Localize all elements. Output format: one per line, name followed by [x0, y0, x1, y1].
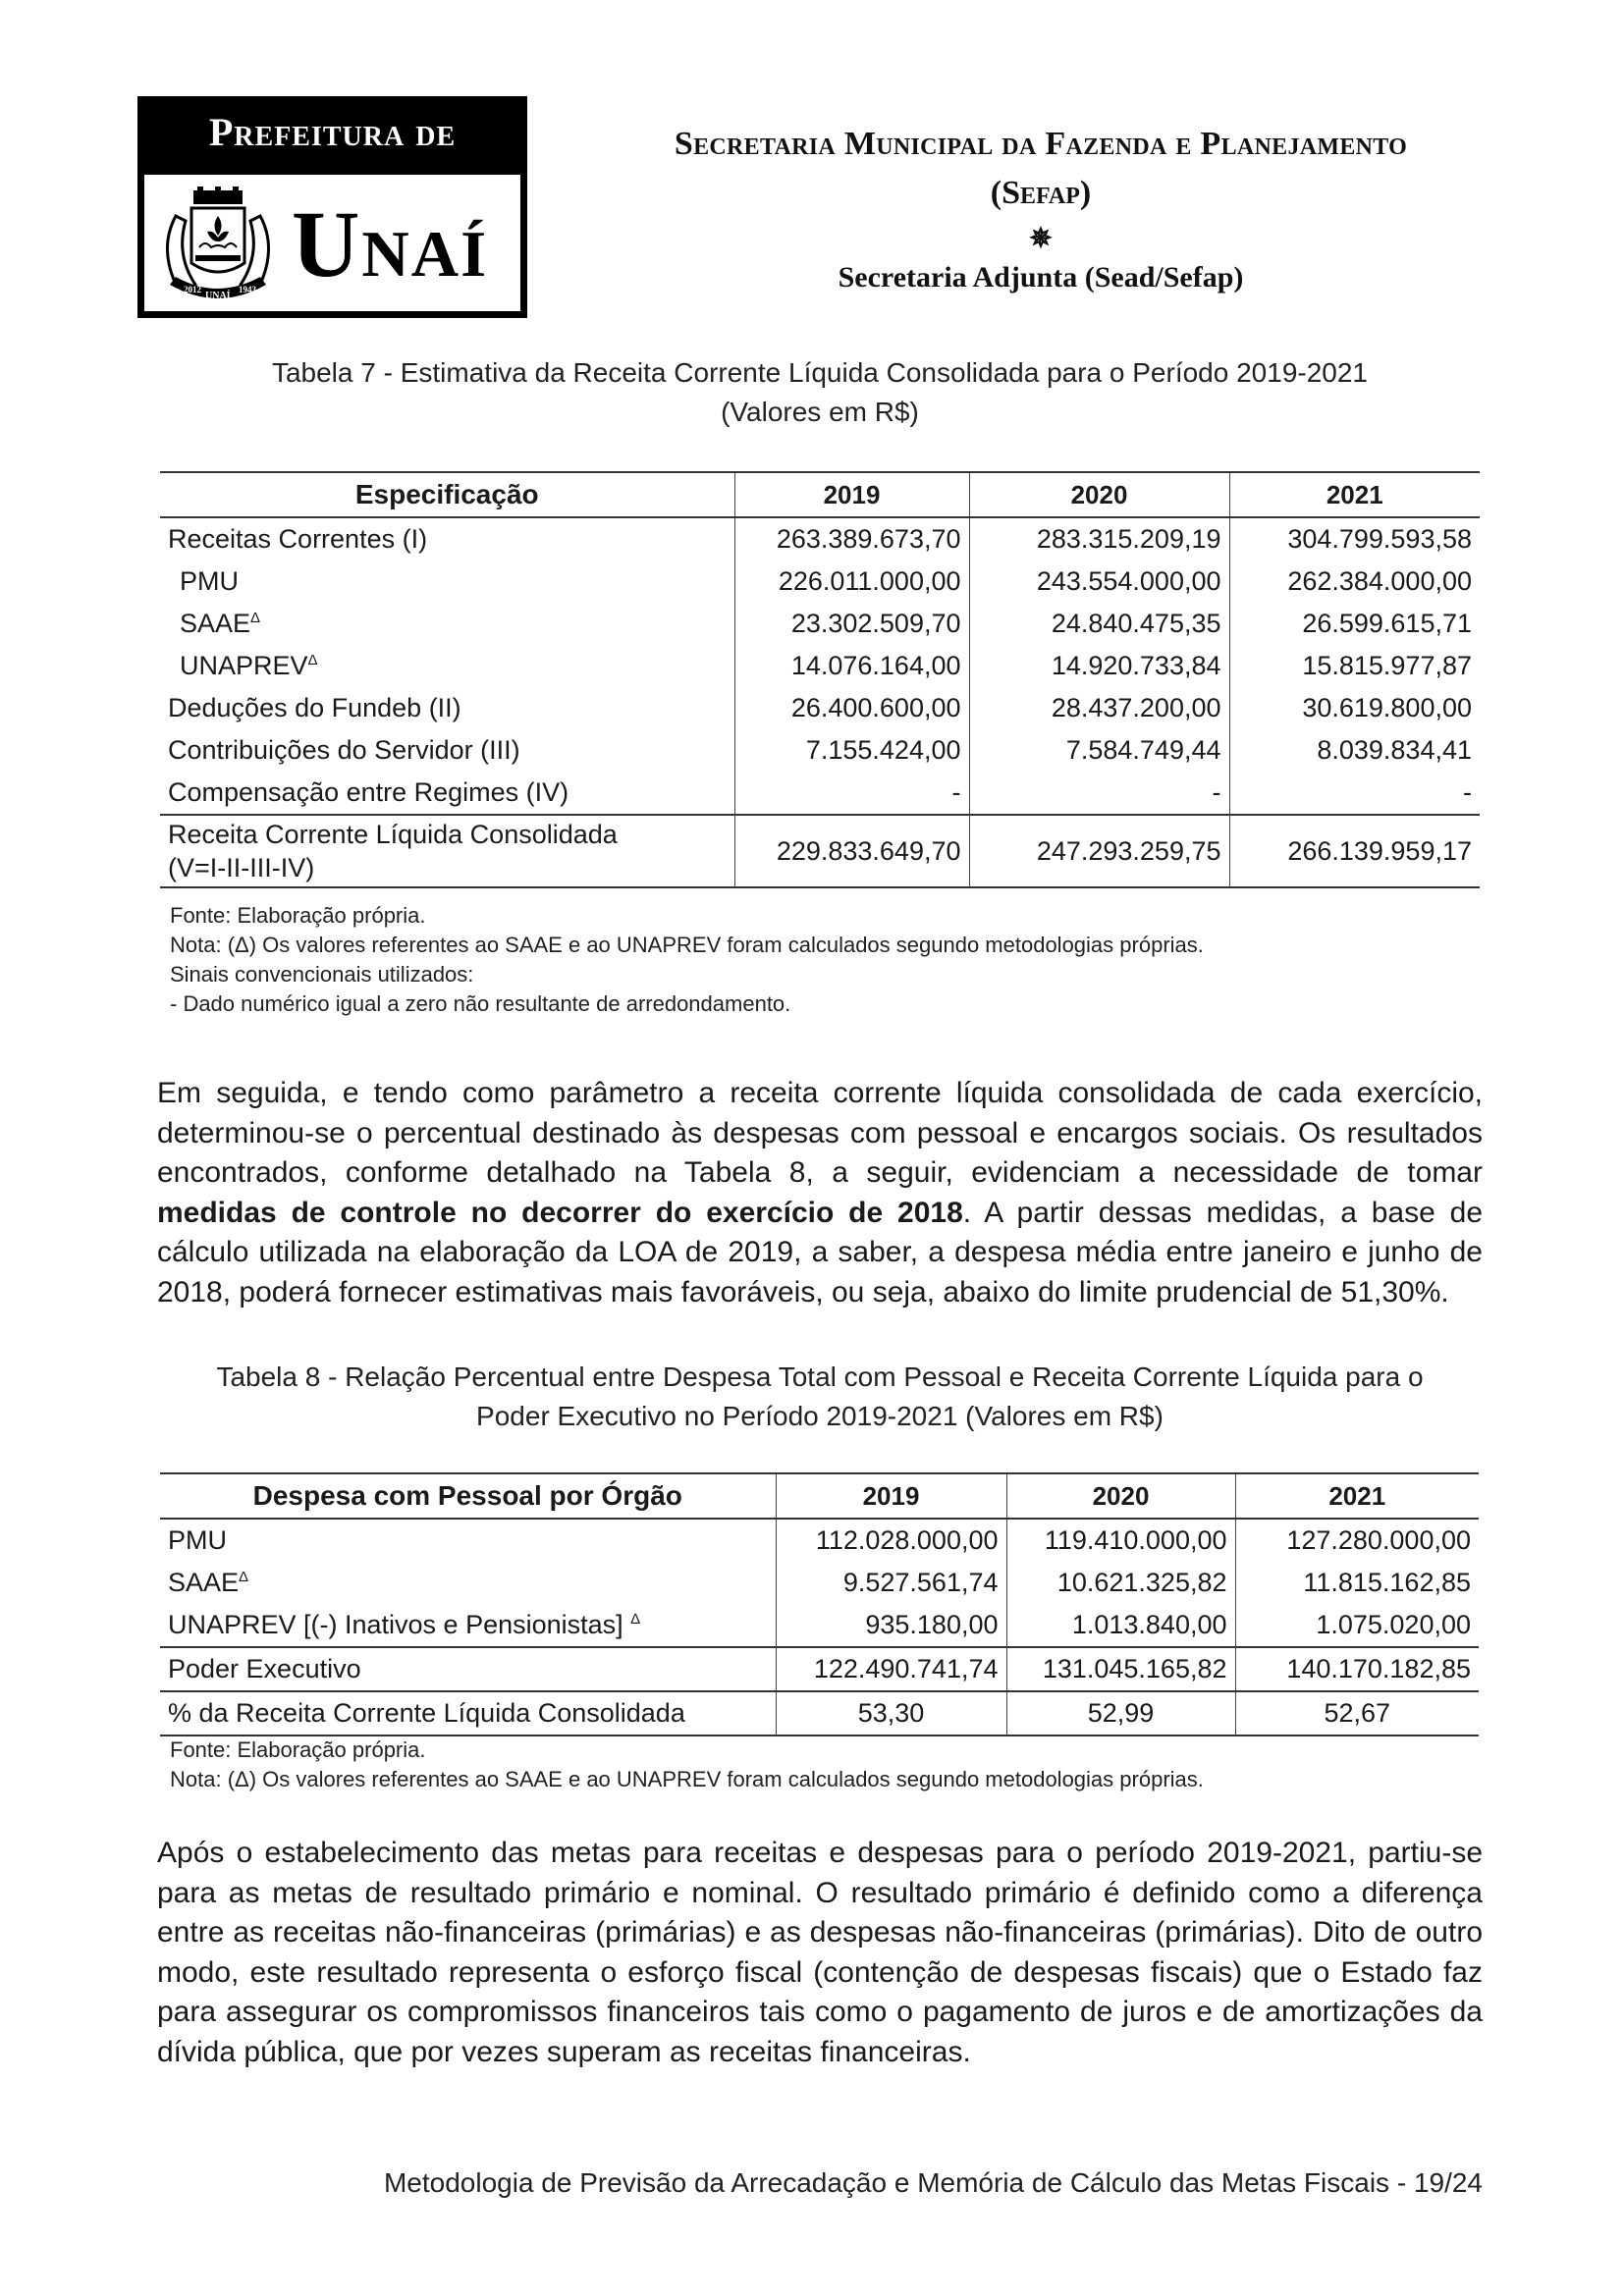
- cell-value: 226.011.000,00: [734, 561, 969, 603]
- column-header: Despesa com Pessoal por Órgão: [160, 1473, 776, 1519]
- cell-value: 140.170.182,85: [1235, 1647, 1479, 1691]
- secretaria-adjunta: Secretaria Adjunta (Sead/Sefap): [838, 261, 1244, 294]
- cell-value: -: [1229, 772, 1480, 815]
- cell-value: 11.815.162,85: [1235, 1562, 1479, 1604]
- row-label: Compensação entre Regimes (IV): [168, 777, 569, 807]
- cell-value: 119.410.000,00: [1006, 1519, 1235, 1562]
- table7-notes: [170, 901, 1204, 1019]
- row-label: PMU: [168, 1525, 227, 1555]
- cell-value: 266.139.959,17: [1229, 815, 1480, 887]
- cell-value: 52,99: [1006, 1691, 1235, 1735]
- svg-text:2012: 2012: [184, 285, 201, 294]
- table-row: [160, 1604, 1479, 1647]
- table7: [160, 471, 1480, 888]
- cell-value: 30.619.800,00: [1229, 687, 1480, 729]
- cell-value: 243.554.000,00: [969, 561, 1229, 603]
- row-label: $SAAE^\Delta$: [180, 609, 261, 638]
- cell-value: 15.815.977,87: [1229, 645, 1480, 687]
- table8-caption: Tabela 8 - Relação Percentual entre Despesa Total com Pessoal e Receita Corrente Líquida para o Poder Executivo no Período 2019-2021 (Valores em R$): [216, 1362, 1424, 1431]
- cell-value: 1.013.840,00: [1006, 1604, 1235, 1647]
- table-row: [160, 772, 1480, 815]
- logo-top-text: Prefeitura de: [208, 109, 457, 154]
- row-label: PMU: [180, 566, 239, 596]
- secretaria-acronym: (Sefap): [990, 175, 1092, 211]
- cell-value: 262.384.000,00: [1229, 561, 1480, 603]
- cell-value: 112.028.000,00: [776, 1519, 1006, 1562]
- cell-value: 26.599.615,71: [1229, 603, 1480, 645]
- table-row: [160, 729, 1480, 772]
- delta-note: Nota: (Δ) Os valores referentes ao SAAE e ao UNAPREV foram calculados segundo metodologias próprias.: [170, 1767, 1204, 1791]
- subtotal-row: [160, 1647, 1479, 1691]
- paragraph-personnel-expenses: Em seguida, e tendo como parâmetro a receita corrente líquida consolidada de cada exercício, determinou-se o percentual destinado às despesas com pessoal e encargos sociais. Os resultados encontrados, conforme detalhado na Tabela 8, a seguir, evidenciam a necessidade de tomar medidas de controle no decorrer do exercício de 2018. A partir dessas medidas, a base de cálculo utilizada na elaboração da LOA de 2019, a saber, a despesa média entre janeiro e junho de 2018, poderá fornecer estimativas mais favoráveis, ou seja, abaixo do limite prudencial de 51,30%.: [157, 1077, 1484, 1308]
- page-footer: Metodologia de Previsão da Arrecadação e Memória de Cálculo das Metas Fiscais - 19/24: [383, 2167, 1483, 2198]
- table8-header-row: [160, 1473, 1479, 1519]
- cell-value: 24.840.475,35: [969, 603, 1229, 645]
- city-crest-icon: [156, 187, 280, 309]
- cell-value: 283.315.209,19: [969, 517, 1229, 561]
- secretaria-title: Secretaria Municipal da Fazenda e Planejamento: [674, 126, 1408, 162]
- table-row: [160, 687, 1480, 729]
- cell-value: 53,30: [776, 1691, 1006, 1735]
- signs-note: Sinais convencionais utilizados:: [170, 962, 474, 987]
- table-row: [160, 1562, 1479, 1604]
- cell-value: 10.621.325,82: [1006, 1562, 1235, 1604]
- cell-value: 52,67: [1235, 1691, 1479, 1735]
- paragraph-primary-result: Após o estabelecimento das metas para receitas e despesas para o período 2019-2021, partiu-se para as metas de resultado primário e nominal. O resultado primário é definido como a diferença entre as receitas não-financeiras (primárias) e as despesas não-financeiras (primárias). Dito de outro modo, este resultado representa o esforço fiscal (contenção de despesas fiscais) que o Estado faz para assegurar os compromissos financeiros tais como o pagamento de juros e de amortizações da dívida pública, que por vezes superam as receitas financeiras.: [157, 1837, 1483, 2068]
- column-header: 2019: [776, 1473, 1006, 1519]
- cell-value: 28.437.200,00: [969, 687, 1229, 729]
- delta-marker: Δ: [630, 1611, 641, 1628]
- cell-value: 263.389.673,70: [734, 517, 969, 561]
- cell-value: 26.400.600,00: [734, 687, 969, 729]
- column-header: 2021: [1229, 472, 1480, 517]
- row-label: Contribuições do Servidor (III): [168, 735, 520, 765]
- delta-marker: Δ: [239, 1569, 249, 1585]
- delta-marker: Δ: [307, 652, 318, 668]
- cell-value: 1.075.020,00: [1235, 1604, 1479, 1647]
- total-row: [160, 815, 1480, 887]
- row-label: Poder Executivo: [160, 1647, 776, 1691]
- source-note: Fonte: Elaboração própria.: [170, 903, 426, 928]
- cell-value: 229.833.649,70: [734, 815, 969, 887]
- row-label: Deduções do Fundeb (II): [168, 693, 461, 722]
- row-label: % da Receita Corrente Líquida Consolidada: [160, 1691, 776, 1735]
- cell-value: 131.045.165,82: [1006, 1647, 1235, 1691]
- table7-header-row: [160, 472, 1480, 517]
- row-label: UNAPREV [(-) Inativos e Pensionistas] $^\Delta$: [168, 1610, 641, 1639]
- cell-value: 14.076.164,00: [734, 645, 969, 687]
- cell-value: 304.799.593,58: [1229, 517, 1480, 561]
- percent-row: [160, 1691, 1479, 1735]
- column-header: 2020: [969, 472, 1229, 517]
- cell-value: -: [734, 772, 969, 815]
- column-header: 2019: [734, 472, 969, 517]
- logo-body: [144, 175, 520, 311]
- column-header: 2021: [1235, 1473, 1479, 1519]
- table-row: [160, 561, 1480, 603]
- cell-value: 247.293.259,75: [969, 815, 1229, 887]
- table8: [160, 1472, 1479, 1736]
- delta-marker: Δ: [250, 610, 261, 626]
- table-row: [160, 645, 1480, 687]
- cell-value: 122.490.741,74: [776, 1647, 1006, 1691]
- svg-text:1943: 1943: [239, 285, 256, 294]
- row-label: Receitas Correntes (I): [168, 524, 428, 554]
- zero-sign-note: - Dado numérico igual a zero não resultante de arredondamento.: [170, 991, 791, 1016]
- cell-value: 8.039.834,41: [1229, 729, 1480, 772]
- row-label: Receita Corrente Líquida Consolidada (V=I-II-III-IV): [160, 815, 734, 887]
- cell-value: 127.280.000,00: [1235, 1519, 1479, 1562]
- column-header: 2020: [1006, 1473, 1235, 1519]
- row-label: $UNAPREV^\Delta$: [180, 651, 318, 680]
- table7-caption: Tabela 7 - Estimativa da Receita Corrente Líquida Consolidada para o Período 2019-2021 (Valores em R$): [271, 357, 1369, 427]
- table-row: [160, 517, 1480, 561]
- source-note: Fonte: Elaboração própria.: [170, 1737, 426, 1762]
- cell-value: -: [969, 772, 1229, 815]
- cell-value: 14.920.733,84: [969, 645, 1229, 687]
- bold-emphasis: medidas de controle no decorrer do exercício de 2018: [157, 1196, 963, 1229]
- table-row: [160, 603, 1480, 645]
- column-header: Especificação: [160, 472, 734, 517]
- delta-note: Nota: (Δ) Os valores referentes ao SAAE e ao UNAPREV foram calculados segundo metodologias próprias.: [170, 933, 1204, 957]
- cell-value: 23.302.509,70: [734, 603, 969, 645]
- cell-value: 9.527.561,74: [776, 1562, 1006, 1604]
- row-label: $SAAE^\Delta$: [168, 1568, 249, 1597]
- logo-city-name: Unaí: [292, 191, 489, 296]
- cell-value: 7.155.424,00: [734, 729, 969, 772]
- cell-value: 935.180,00: [776, 1604, 1006, 1647]
- prefeitura-logo: [137, 96, 527, 318]
- table8-notes: [170, 1735, 1204, 1794]
- svg-text:UNAÍ: UNAÍ: [205, 291, 231, 301]
- cell-value: 7.584.749,44: [969, 729, 1229, 772]
- star-ornament-icon: ✵: [1029, 224, 1053, 254]
- table-row: [160, 1519, 1479, 1562]
